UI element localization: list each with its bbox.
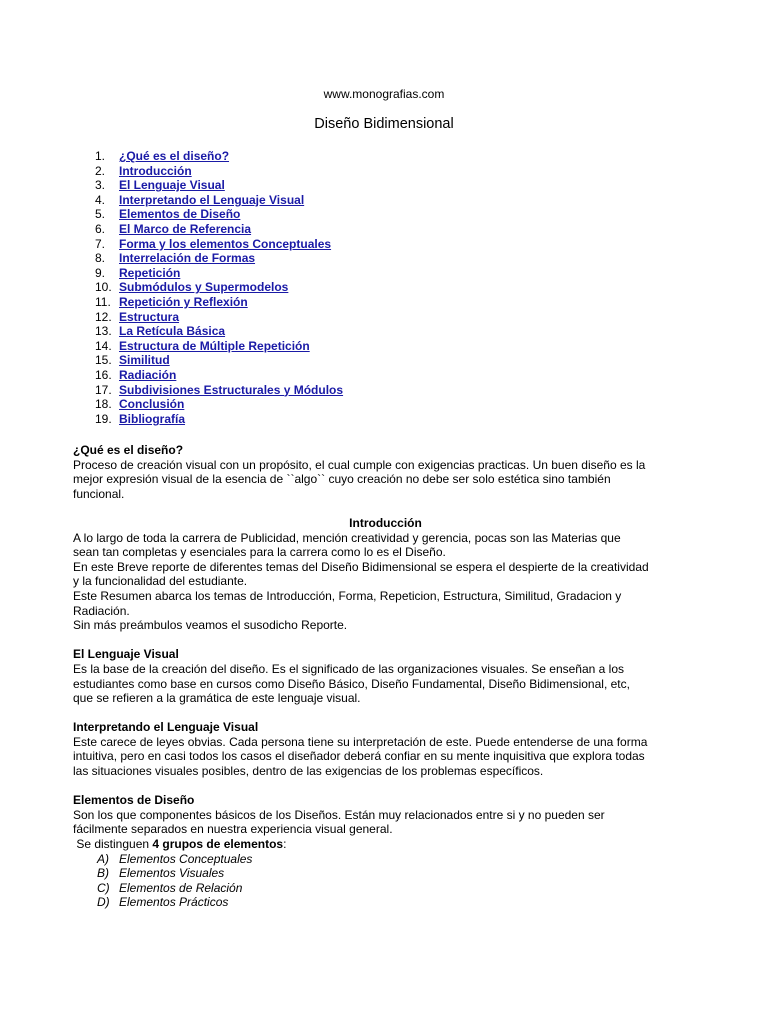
toc-number: 10. (95, 280, 112, 295)
group-letter: A) (97, 851, 109, 866)
groups-intro-bold: 4 grupos de elementos (152, 837, 284, 852)
paragraph-line: En este Breve reporte de diferentes temas del Diseño Bidimensional se espera el despierte de la creatividad (73, 559, 649, 574)
toc-link[interactable]: Conclusión (119, 397, 185, 412)
paragraph-line: Radiación. (73, 603, 130, 618)
element-group-item (73, 866, 698, 881)
toc-number: 4. (95, 192, 106, 207)
paragraph-line: Sin más preámbulos veamos el susodicho Reporte. (73, 618, 348, 633)
toc-item (95, 164, 343, 179)
groups-intro-suffix: : (283, 837, 287, 852)
toc-number: 6. (95, 221, 106, 236)
group-letter: C) (97, 880, 110, 895)
toc-item (95, 339, 343, 354)
toc-item (95, 412, 343, 427)
paragraph-line: Proceso de creación visual con un propósito, el cual cumple con exigencias practicas. Un buen diseño es la (73, 457, 646, 472)
paragraph-line: las situaciones visuales posibles, dentro de las exigencias de los problemas específicos. (73, 764, 544, 779)
toc-link[interactable]: El Lenguaje Visual (119, 178, 225, 193)
spacer (73, 633, 698, 648)
paragraph-line: Este Resumen abarca los temas de Introducción, Forma, Repeticion, Estructura, Similitud, Gradacion y (73, 588, 622, 603)
toc-link[interactable]: Repetición y Reflexión (119, 294, 248, 309)
paragraph-line: estudiantes como base en cursos como Diseño Básico, Diseño Fundamental, Diseño Bidimensional, etc, (73, 676, 630, 691)
section-heading-elementos: Elementos de Diseño (73, 793, 195, 808)
element-groups-list (73, 852, 698, 910)
document-title: Diseño Bidimensional (314, 116, 454, 132)
section-heading-que-es: ¿Qué es el diseño? (73, 443, 184, 457)
toc-item (95, 266, 343, 281)
paragraph-line: que se refieren a la gramática de este lenguaje visual. (73, 691, 361, 706)
toc-link[interactable]: El Marco de Referencia (119, 221, 252, 236)
toc-item (95, 237, 343, 252)
element-group-item (73, 852, 698, 867)
toc-item (95, 295, 343, 310)
toc-item (95, 310, 343, 325)
group-letter: B) (97, 866, 109, 881)
toc-number: 9. (95, 265, 106, 280)
toc-link[interactable]: Radiación (119, 367, 177, 382)
toc-link[interactable]: La Retícula Básica (119, 324, 226, 339)
toc-link[interactable]: Interrelación de Formas (119, 251, 256, 266)
toc-number: 2. (95, 163, 106, 178)
paragraph-line: A lo largo de toda la carrera de Publicidad, mención creatividad y gerencia, pocas son las Materias que (73, 530, 621, 545)
document-body (73, 443, 698, 910)
toc-number: 5. (95, 207, 106, 222)
groups-intro-prefix: Se distinguen (73, 837, 153, 852)
toc-link[interactable]: Submódulos y Supermodelos (119, 280, 289, 295)
group-letter: D) (97, 895, 110, 910)
section-heading-introduccion: Introducción (349, 515, 422, 530)
toc-link[interactable]: Similitud (119, 353, 170, 368)
toc-number: 1. (95, 149, 106, 163)
toc-link[interactable]: Repetición (119, 265, 181, 280)
toc-item (95, 353, 343, 368)
toc-item (95, 193, 343, 208)
toc-item (95, 324, 343, 339)
toc-number: 16. (95, 367, 112, 382)
toc-number: 11. (95, 294, 111, 309)
toc-number: 18. (95, 397, 112, 412)
header-url: www.monografias.com (323, 87, 445, 101)
toc-item (95, 368, 343, 383)
section-heading-interpretando: Interpretando el Lenguaje Visual (73, 720, 259, 735)
element-group-item (73, 895, 698, 910)
spacer (73, 779, 698, 794)
toc-number: 7. (95, 236, 106, 251)
paragraph-line: funcional. (73, 486, 125, 501)
toc-item (95, 383, 343, 398)
toc-item (95, 149, 343, 164)
toc-item (95, 280, 343, 295)
element-group-item (73, 881, 698, 896)
paragraph-line: fácilmente separados en nuestra experiencia visual general. (73, 822, 393, 837)
group-label: Elementos de Relación (119, 880, 243, 895)
paragraph-line: intuitiva, pero en casi todos los casos el diseñador deberá confiar en su mente inquisitiva que explora todas (73, 749, 645, 764)
toc-number: 3. (95, 178, 106, 193)
toc-number: 13. (95, 324, 112, 339)
toc-link[interactable]: Introducción (119, 163, 192, 178)
section-heading-lenguaje: El Lenguaje Visual (73, 647, 179, 662)
toc-item (95, 397, 343, 412)
toc-link[interactable]: Interpretando el Lenguaje Visual (119, 192, 305, 207)
toc-link[interactable]: Bibliografía (119, 411, 186, 426)
toc-number: 19. (95, 411, 112, 426)
toc-number: 8. (95, 251, 106, 266)
toc-item (95, 178, 343, 193)
paragraph-line: Es la base de la creación del diseño. Es el significado de las organizaciones visuales. Se enseñan a los (73, 661, 625, 676)
spacer (73, 706, 698, 721)
toc-number: 17. (95, 382, 112, 397)
toc-item (95, 251, 343, 266)
table-of-contents (95, 149, 343, 426)
paragraph-line: y la funcionalidad del estudiante. (73, 574, 248, 589)
group-label: Elementos Conceptuales (119, 851, 253, 866)
spacer (73, 501, 698, 516)
toc-link[interactable]: Elementos de Diseño (119, 207, 241, 222)
toc-link[interactable]: Forma y los elementos Conceptuales (119, 236, 332, 251)
toc-number: 14. (95, 338, 112, 353)
paragraph-line: mejor expresión visual de la esencia de ``algo`` cuyo creación no debe ser solo estética sino también (73, 472, 611, 487)
group-label: Elementos Visuales (119, 866, 225, 881)
toc-number: 15. (95, 353, 112, 368)
toc-link[interactable]: Estructura de Múltiple Repetición (119, 338, 310, 353)
toc-link[interactable]: Subdivisiones Estructurales y Módulos (119, 382, 344, 397)
toc-item (95, 222, 343, 237)
toc-link[interactable]: ¿Qué es el diseño? (119, 149, 230, 163)
paragraph-line: Este carece de leyes obvias. Cada persona tiene su interpretación de este. Puede entenderse de una forma (73, 734, 648, 749)
toc-item (95, 207, 343, 222)
group-label: Elementos Prácticos (119, 895, 229, 910)
paragraph-line: Son los que componentes básicos de los Diseños. Están muy relacionados entre si y no pueden ser (73, 807, 605, 822)
toc-number: 12. (95, 309, 112, 324)
groups-intro (73, 837, 698, 852)
paragraph-line: sean tan completas y esenciales para la carrera como lo es el Diseño. (73, 545, 446, 560)
toc-link[interactable]: Estructura (119, 309, 180, 324)
